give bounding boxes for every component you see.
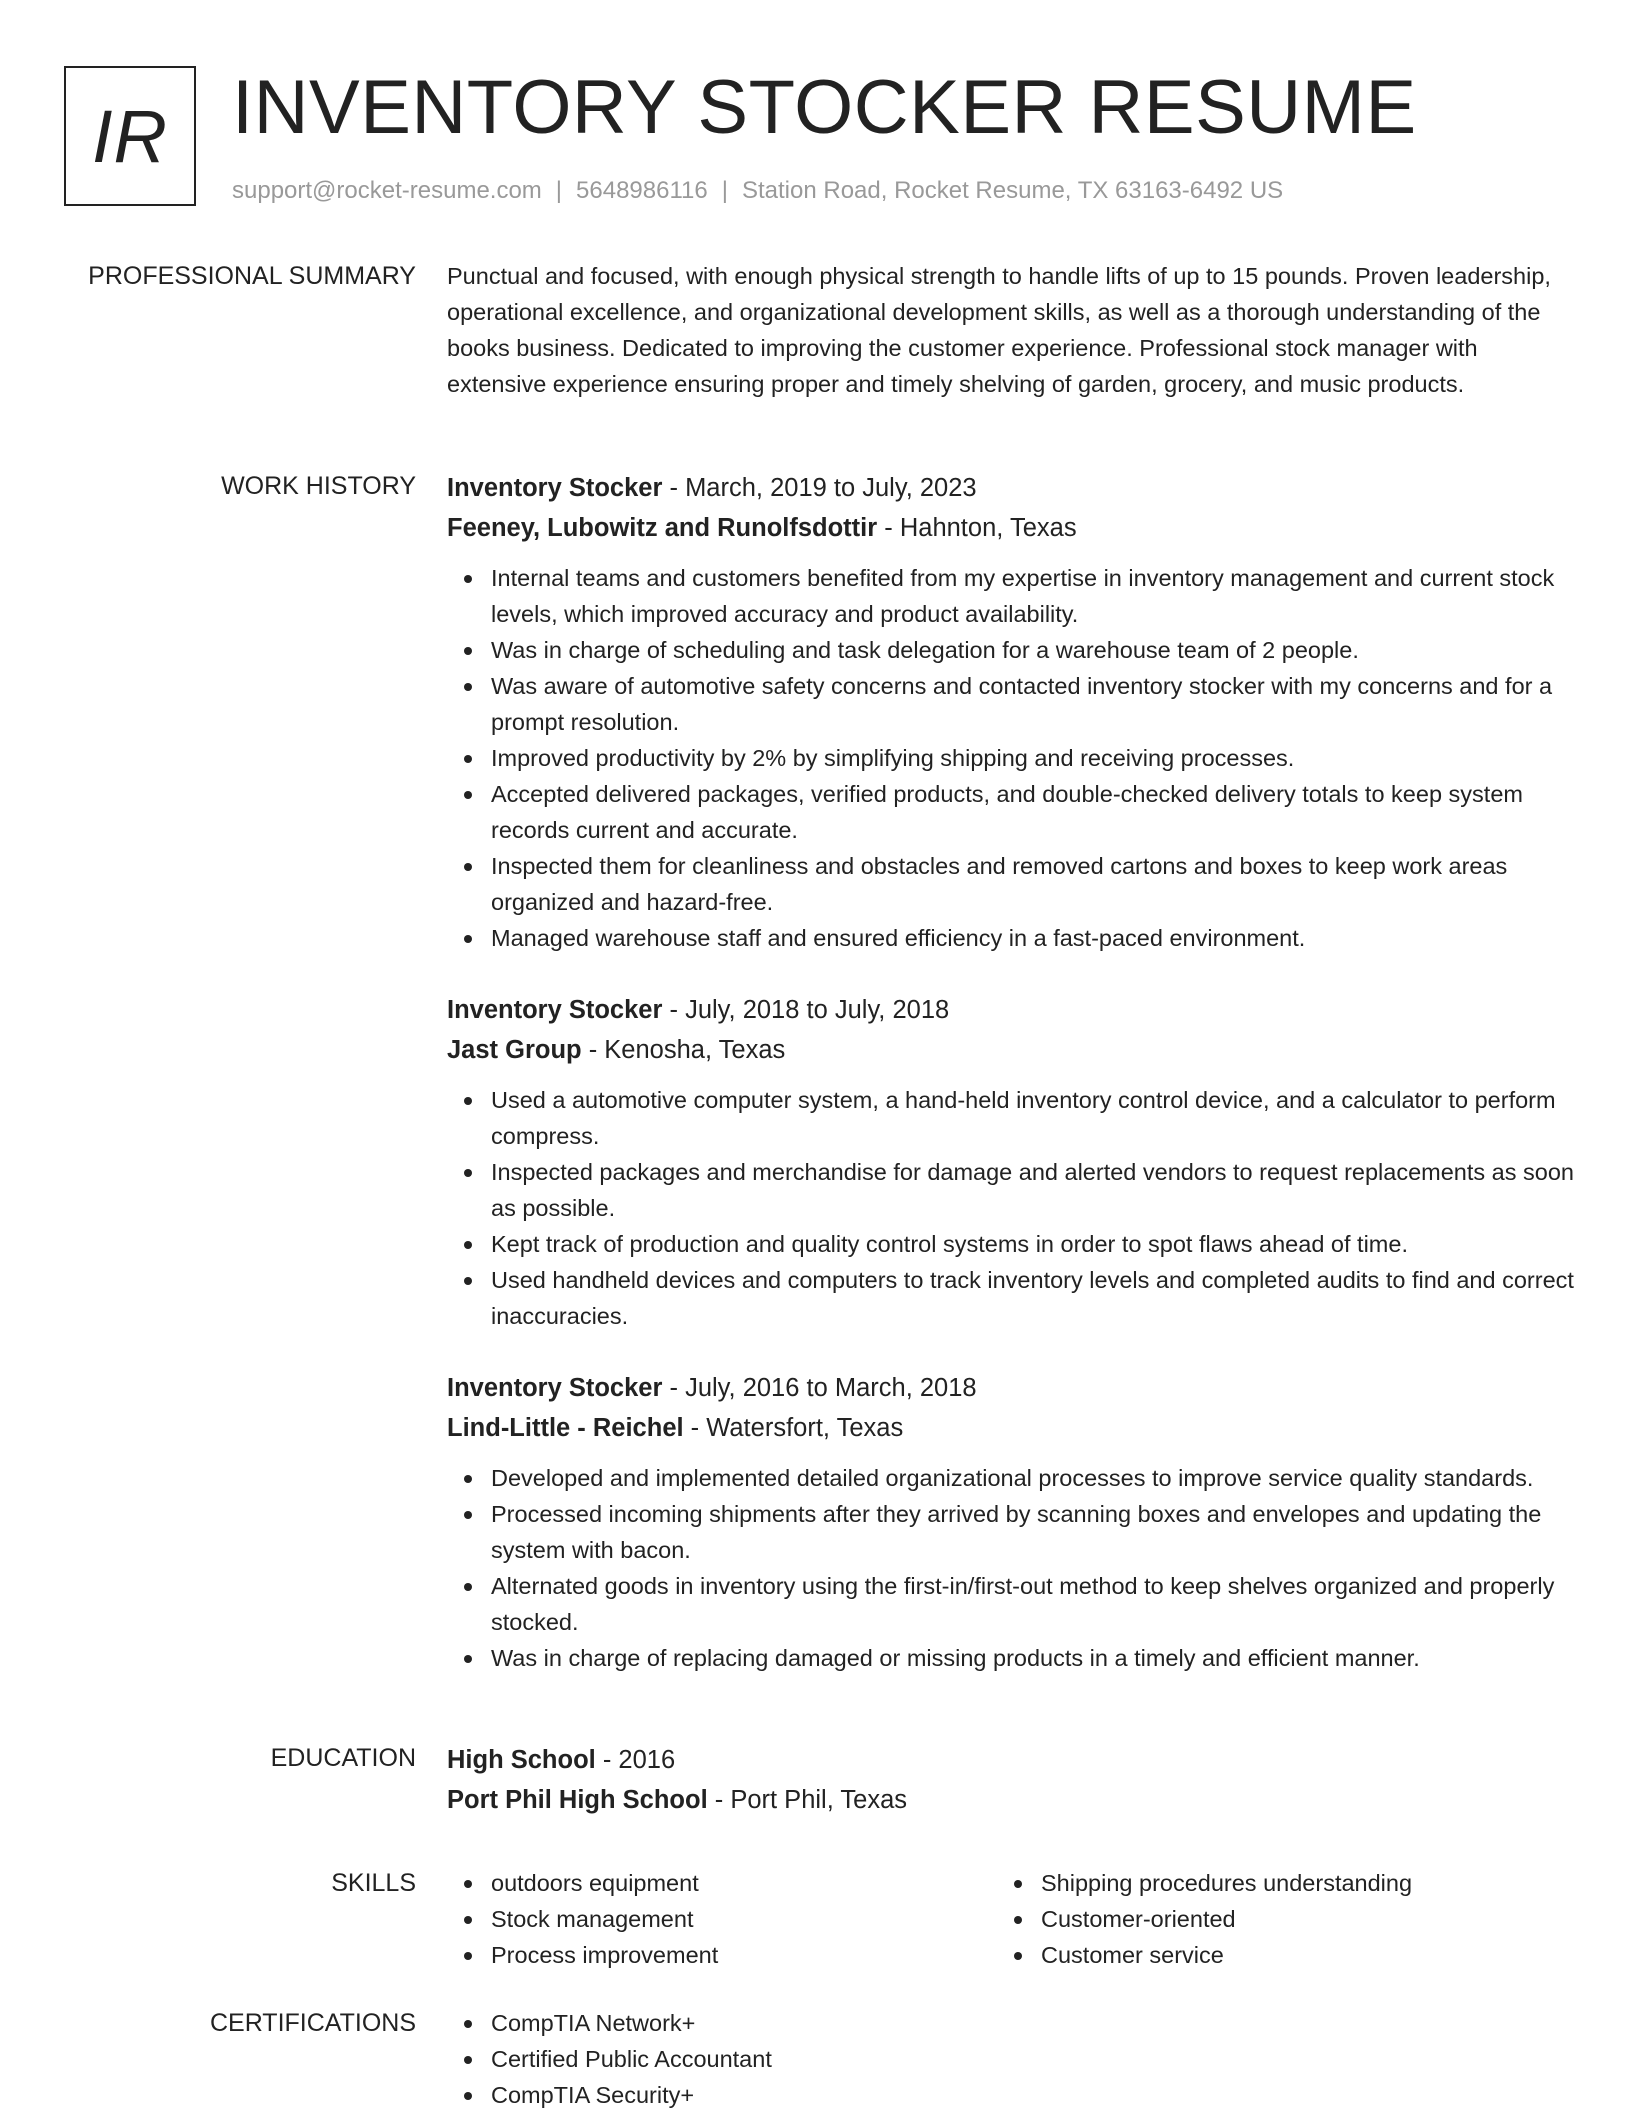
job-title-line [447,1368,1577,1408]
job-company-line [447,1408,1577,1448]
job-entry [447,468,1577,956]
certifications-body [447,2005,1577,2113]
job-title: Inventory Stocker [447,474,663,502]
job-bullet: Was aware of automotive safety concerns and contacted inventory stocker with my concerns and for a prompt resolution. [447,668,1577,740]
skill-item: Shipping procedures understanding [997,1865,1547,1901]
job-bullet: Used handheld devices and computers to track inventory levels and completed audits to find and correct inaccuracies. [447,1262,1577,1334]
summary-text: Punctual and focused, with enough physical strength to handle lifts of up to 15 pounds. Proven leadership, operational excellence, and organizational development skills, as well as a thorough understanding of the books business. Dedicated to improving the customer experience. Professional stock manager with extensive experience ensuring proper and timely shelving of garden, grocery, and music products. [447,263,1551,397]
job-bullet: Improved productivity by 2% by simplifying shipping and receiving processes. [447,740,1577,776]
job-bullet: Internal teams and customers benefited from my expertise in inventory management and current stock levels, which improved accuracy and product availability. [447,560,1577,632]
resume-header [64,66,1584,216]
job-bullet: Was in charge of replacing damaged or missing products in a timely and efficient manner. [447,1640,1577,1676]
job-bullet: Accepted delivered packages, verified products, and double-checked delivery totals to keep system records current and accurate. [447,776,1577,848]
skills-columns [447,1865,1577,1973]
certification-item: Certified Public Accountant [447,2041,1577,2077]
education-school-line [447,1780,1577,1820]
certification-item: CompTIA Network+ [447,2005,1577,2041]
education-degree: High School [447,1746,596,1774]
contact-line [232,174,1283,208]
job-location: - Kenosha, Texas [581,1036,786,1064]
certification-item: CompTIA Security+ [447,2077,1577,2113]
section-label-summary: PROFESSIONAL SUMMARY [88,262,416,290]
job-bullet: Was in charge of scheduling and task delegation for a warehouse team of 2 people. [447,632,1577,668]
resume-title: INVENTORY STOCKER RESUME [232,65,1417,150]
skills-column-left [447,1865,997,1973]
skill-item: outdoors equipment [447,1865,997,1901]
skill-item: Customer service [997,1937,1547,1973]
job-company: Feeney, Lubowitz and Runolfsdottir [447,514,878,542]
skills-body [447,1865,1577,1973]
job-title: Inventory Stocker [447,996,663,1024]
job-bullets [447,1460,1577,1676]
job-title-line [447,468,1577,508]
contact-separator: | [721,177,728,204]
job-dates: - July, 2018 to July, 2018 [662,996,950,1024]
contact-email[interactable]: support@rocket-resume.com [232,177,542,204]
job-company-line [447,508,1577,548]
skills-list [447,1865,997,1973]
section-label-skills: SKILLS [331,1869,416,1897]
job-company: Jast Group [447,1036,582,1064]
job-title: Inventory Stocker [447,1374,663,1402]
job-dates: - July, 2016 to March, 2018 [662,1374,977,1402]
job-entry [447,990,1577,1334]
monogram-logo: IR [64,66,196,206]
section-label-certifications: CERTIFICATIONS [209,2009,416,2037]
education-body [447,1740,1577,1820]
contact-separator: | [555,177,563,204]
job-bullet: Managed warehouse staff and ensured efficiency in a fast-paced environment. [447,920,1577,956]
education-degree-line [447,1740,1577,1780]
job-bullets [447,1082,1577,1334]
job-bullet: Kept track of production and quality control systems in order to spot flaws ahead of time. [447,1226,1577,1262]
skill-item: Process improvement [447,1937,997,1973]
contact-phone[interactable]: 5648986116 [576,177,708,204]
job-bullet: Processed incoming shipments after they arrived by scanning boxes and envelopes and updating the system with bacon. [447,1496,1577,1568]
certifications-list [447,2005,1577,2113]
section-label-education: EDUCATION [270,1744,416,1772]
skill-item: Customer-oriented [997,1901,1547,1937]
job-bullet: Alternated goods in inventory using the first-in/first-out method to keep shelves organized and properly stocked. [447,1568,1577,1640]
job-dates: - March, 2019 to July, 2023 [662,474,977,502]
job-location: - Watersfort, Texas [683,1414,904,1442]
skill-item: Stock management [447,1901,997,1937]
job-bullets [447,560,1577,956]
skills-column-right [997,1865,1547,1973]
work-history-body [447,468,1577,1710]
job-company: Lind-Little - Reichel [447,1414,684,1442]
job-bullet: Inspected packages and merchandise for damage and alerted vendors to request replacements as soon as possible. [447,1154,1577,1226]
education-location: - Port Phil, Texas [707,1786,908,1814]
job-title-line [447,990,1577,1030]
job-location: - Hahnton, Texas [877,514,1077,542]
job-company-line [447,1030,1577,1070]
section-label-work-history: WORK HISTORY [221,472,416,500]
education-school: Port Phil High School [447,1786,708,1814]
education-year: - 2016 [595,1746,676,1774]
job-bullet: Inspected them for cleanliness and obstacles and removed cartons and boxes to keep work areas organized and hazard-free. [447,848,1577,920]
contact-address: Station Road, Rocket Resume, TX 63163-6492 US [741,177,1284,204]
skills-list [997,1865,1547,1973]
summary-body [447,258,1577,402]
job-entry [447,1368,1577,1676]
job-bullet: Used a automotive computer system, a hand-held inventory control device, and a calculator to perform compress. [447,1082,1577,1154]
job-bullet: Developed and implemented detailed organizational processes to improve service quality standards. [447,1460,1577,1496]
